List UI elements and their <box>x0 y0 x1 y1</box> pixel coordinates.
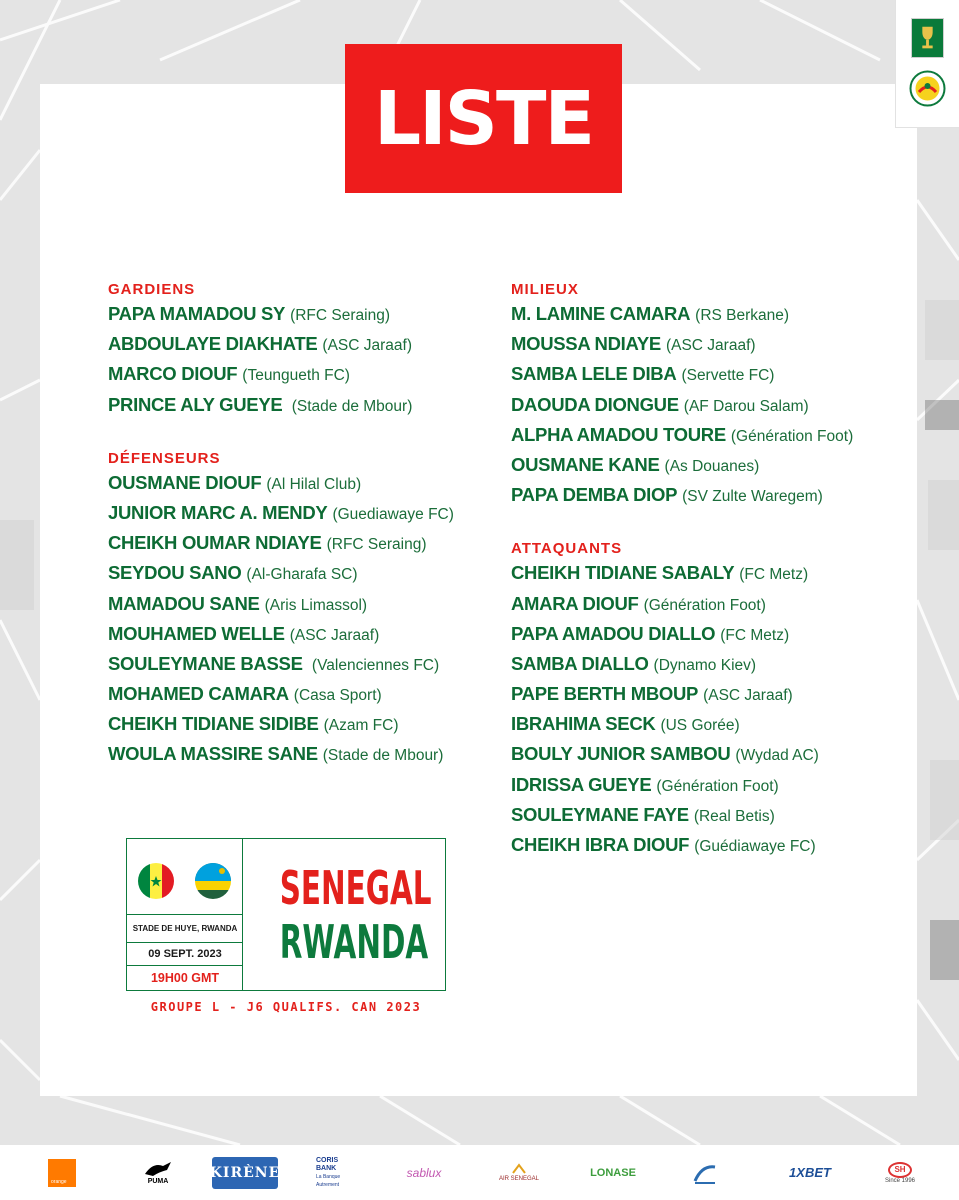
player-row <box>108 558 518 588</box>
player-row <box>511 480 921 510</box>
player-row <box>511 420 921 450</box>
player-club: (Stade de Mbour) <box>322 747 444 765</box>
player-club: (FC Metz) <box>739 566 809 584</box>
air-senegal-logo-icon: AIR SENEGAL <box>494 1145 544 1200</box>
player-club: (Al-Gharafa SC) <box>246 566 358 584</box>
match-venue: STADE DE HUYE, RWANDA <box>127 914 243 942</box>
kirene-logo-icon: KIRÈNE <box>212 1145 278 1200</box>
player-row <box>511 558 921 588</box>
sh-logo-icon: SH Since 1996 <box>882 1145 918 1200</box>
match-date: 09 SEPT. 2023 <box>127 942 243 965</box>
player-club: (Génération Foot) <box>730 427 854 445</box>
player-name: PAPA DEMBA DIOP <box>511 484 678 506</box>
coris-bank-logo-icon: CORIS BANK La Banque Autrement <box>316 1156 341 1188</box>
player-name: MOUSSA NDIAYE <box>511 333 661 355</box>
player-club: (Casa Sport) <box>293 687 382 705</box>
match-group: GROUPE L - J6 QUALIFS. CAN 2023 <box>150 1000 422 1014</box>
federation-crest-icon <box>909 70 946 107</box>
right-column <box>511 281 921 860</box>
section-title-attaquants: ATTAQUANTS <box>511 540 623 558</box>
player-club: (Dynamo Kiev) <box>653 656 757 674</box>
player-name: OUSMANE KANE <box>511 453 660 475</box>
section-title-defenseurs: DÉFENSEURS <box>108 449 221 467</box>
senegal-flag-icon <box>138 863 174 899</box>
player-list-attaquants <box>511 558 921 860</box>
player-row <box>511 619 921 649</box>
player-club: (FC Metz) <box>720 626 790 644</box>
player-row <box>108 359 518 389</box>
player-name: MOHAMED CAMARA <box>108 683 289 705</box>
player-row <box>511 739 921 769</box>
match-card <box>126 838 446 991</box>
player-name: CHEIKH TIDIANE SABALY <box>511 562 735 584</box>
player-name: PAPE BERTH MBOUP <box>511 683 699 705</box>
player-row <box>108 679 518 709</box>
player-row <box>511 679 921 709</box>
home-team: SENEGAL <box>279 861 432 915</box>
player-row <box>108 329 518 359</box>
player-club: (ASC Jaraaf) <box>703 687 793 705</box>
player-row <box>108 739 518 769</box>
orange-logo-icon: orange <box>48 1145 76 1200</box>
player-name: PAPA MAMADOU SY <box>108 303 286 324</box>
player-club: (RFC Seraing) <box>290 307 390 324</box>
player-name: JUNIOR MARC A. MENDY <box>108 501 328 523</box>
player-row <box>108 619 518 649</box>
section-title-gardiens: GARDIENS <box>108 281 196 298</box>
player-name: SOULEYMANE BASSE <box>108 652 303 674</box>
player-name: BOULY JUNIOR SAMBOU <box>511 743 731 765</box>
player-club: (Teungueth FC) <box>242 367 350 385</box>
player-name: MAMADOU SANE <box>108 592 260 614</box>
player-row <box>108 649 518 679</box>
puma-logo-icon: PUMA <box>140 1145 176 1200</box>
player-row <box>108 589 518 619</box>
player-club: (RFC Seraing) <box>326 536 427 554</box>
player-club: (Wydad AC) <box>735 747 819 765</box>
rwanda-flag-icon <box>195 863 231 899</box>
page-title: LISTE <box>345 44 622 193</box>
stadium-logo-icon <box>690 1145 720 1200</box>
player-row <box>511 450 921 480</box>
trophy-logo-icon <box>911 18 944 58</box>
player-name: MARCO DIOUF <box>108 363 238 385</box>
sponsor-bar <box>0 1145 959 1200</box>
1xbet-logo-icon: 1XBET <box>789 1165 831 1180</box>
player-name: CHEIKH TIDIANE SIDIBE <box>108 713 319 735</box>
player-row <box>511 299 921 329</box>
away-team: RWANDA <box>279 915 429 969</box>
player-club: (Valenciennes FC) <box>307 656 440 674</box>
player-club: (RS Berkane) <box>695 307 790 324</box>
player-row <box>511 589 921 619</box>
player-club: (Génération Foot) <box>643 596 766 614</box>
player-name: DAOUDA DIONGUE <box>511 393 679 415</box>
player-club: (Guediawaye FC) <box>332 505 454 523</box>
player-club: (Génération Foot) <box>656 777 779 795</box>
player-club: (ASC Jaraaf) <box>322 337 413 355</box>
player-club: (Aris Limassol) <box>264 596 368 614</box>
player-name: SEYDOU SANO <box>108 562 242 584</box>
player-name: IDRISSA GUEYE <box>511 773 652 795</box>
player-row <box>511 709 921 739</box>
player-club: (US Gorée) <box>660 717 740 735</box>
match-time: 19H00 GMT <box>127 965 243 991</box>
player-name: CHEIKH OUMAR NDIAYE <box>108 532 322 554</box>
player-club: (Stade de Mbour) <box>287 397 413 415</box>
player-name: AMARA DIOUF <box>511 592 639 614</box>
player-row <box>108 709 518 739</box>
player-row <box>511 770 921 800</box>
left-column <box>108 281 518 770</box>
player-club: (Al Hilal Club) <box>266 475 362 493</box>
player-name: IBRAHIMA SECK <box>511 713 656 735</box>
player-club: (Real Betis) <box>693 807 775 825</box>
player-row <box>108 498 518 528</box>
player-name: CHEIKH IBRA DIOUF <box>511 834 690 855</box>
player-row <box>511 329 921 359</box>
player-club: (AF Darou Salam) <box>683 397 809 415</box>
player-row <box>108 390 518 420</box>
player-name: MOUHAMED WELLE <box>108 622 285 644</box>
player-list-gardiens <box>108 299 518 420</box>
player-name: ABDOULAYE DIAKHATE <box>108 333 318 355</box>
player-row <box>511 359 921 389</box>
player-row <box>511 800 921 830</box>
match-info-panel <box>127 839 243 990</box>
badge-panel <box>895 0 959 128</box>
player-row <box>108 468 518 498</box>
player-name: PRINCE ALY GUEYE <box>108 393 283 415</box>
player-name: M. LAMINE CAMARA <box>511 303 691 324</box>
player-name: SOULEYMANE FAYE <box>511 803 689 825</box>
sablux-logo-icon: sablux <box>406 1165 442 1180</box>
player-list-defenseurs <box>108 468 518 770</box>
section-title-milieux: MILIEUX <box>511 281 579 298</box>
player-name: WOULA MASSIRE SANE <box>108 743 318 765</box>
player-club: (Guédiawaye FC) <box>694 838 816 855</box>
player-club: (As Douanes) <box>664 457 760 475</box>
player-club: (ASC Jaraaf) <box>665 337 756 355</box>
player-name: SAMBA LELE DIBA <box>511 363 677 385</box>
player-row <box>511 830 921 860</box>
player-name: ALPHA AMADOU TOURE <box>511 423 726 445</box>
player-club: (Azam FC) <box>323 717 399 735</box>
lonase-logo-icon: LONASE <box>590 1166 636 1179</box>
player-club: (Servette FC) <box>681 367 775 385</box>
player-row <box>108 528 518 558</box>
player-name: OUSMANE DIOUF <box>108 471 262 493</box>
player-name: SAMBA DIALLO <box>511 652 649 674</box>
player-club: (ASC Jaraaf) <box>289 626 380 644</box>
player-row <box>511 649 921 679</box>
player-row <box>108 299 518 329</box>
player-list-milieux <box>511 299 921 510</box>
player-club: (SV Zulte Waregem) <box>682 488 823 506</box>
player-name: PAPA AMADOU DIALLO <box>511 622 716 644</box>
player-row <box>511 390 921 420</box>
